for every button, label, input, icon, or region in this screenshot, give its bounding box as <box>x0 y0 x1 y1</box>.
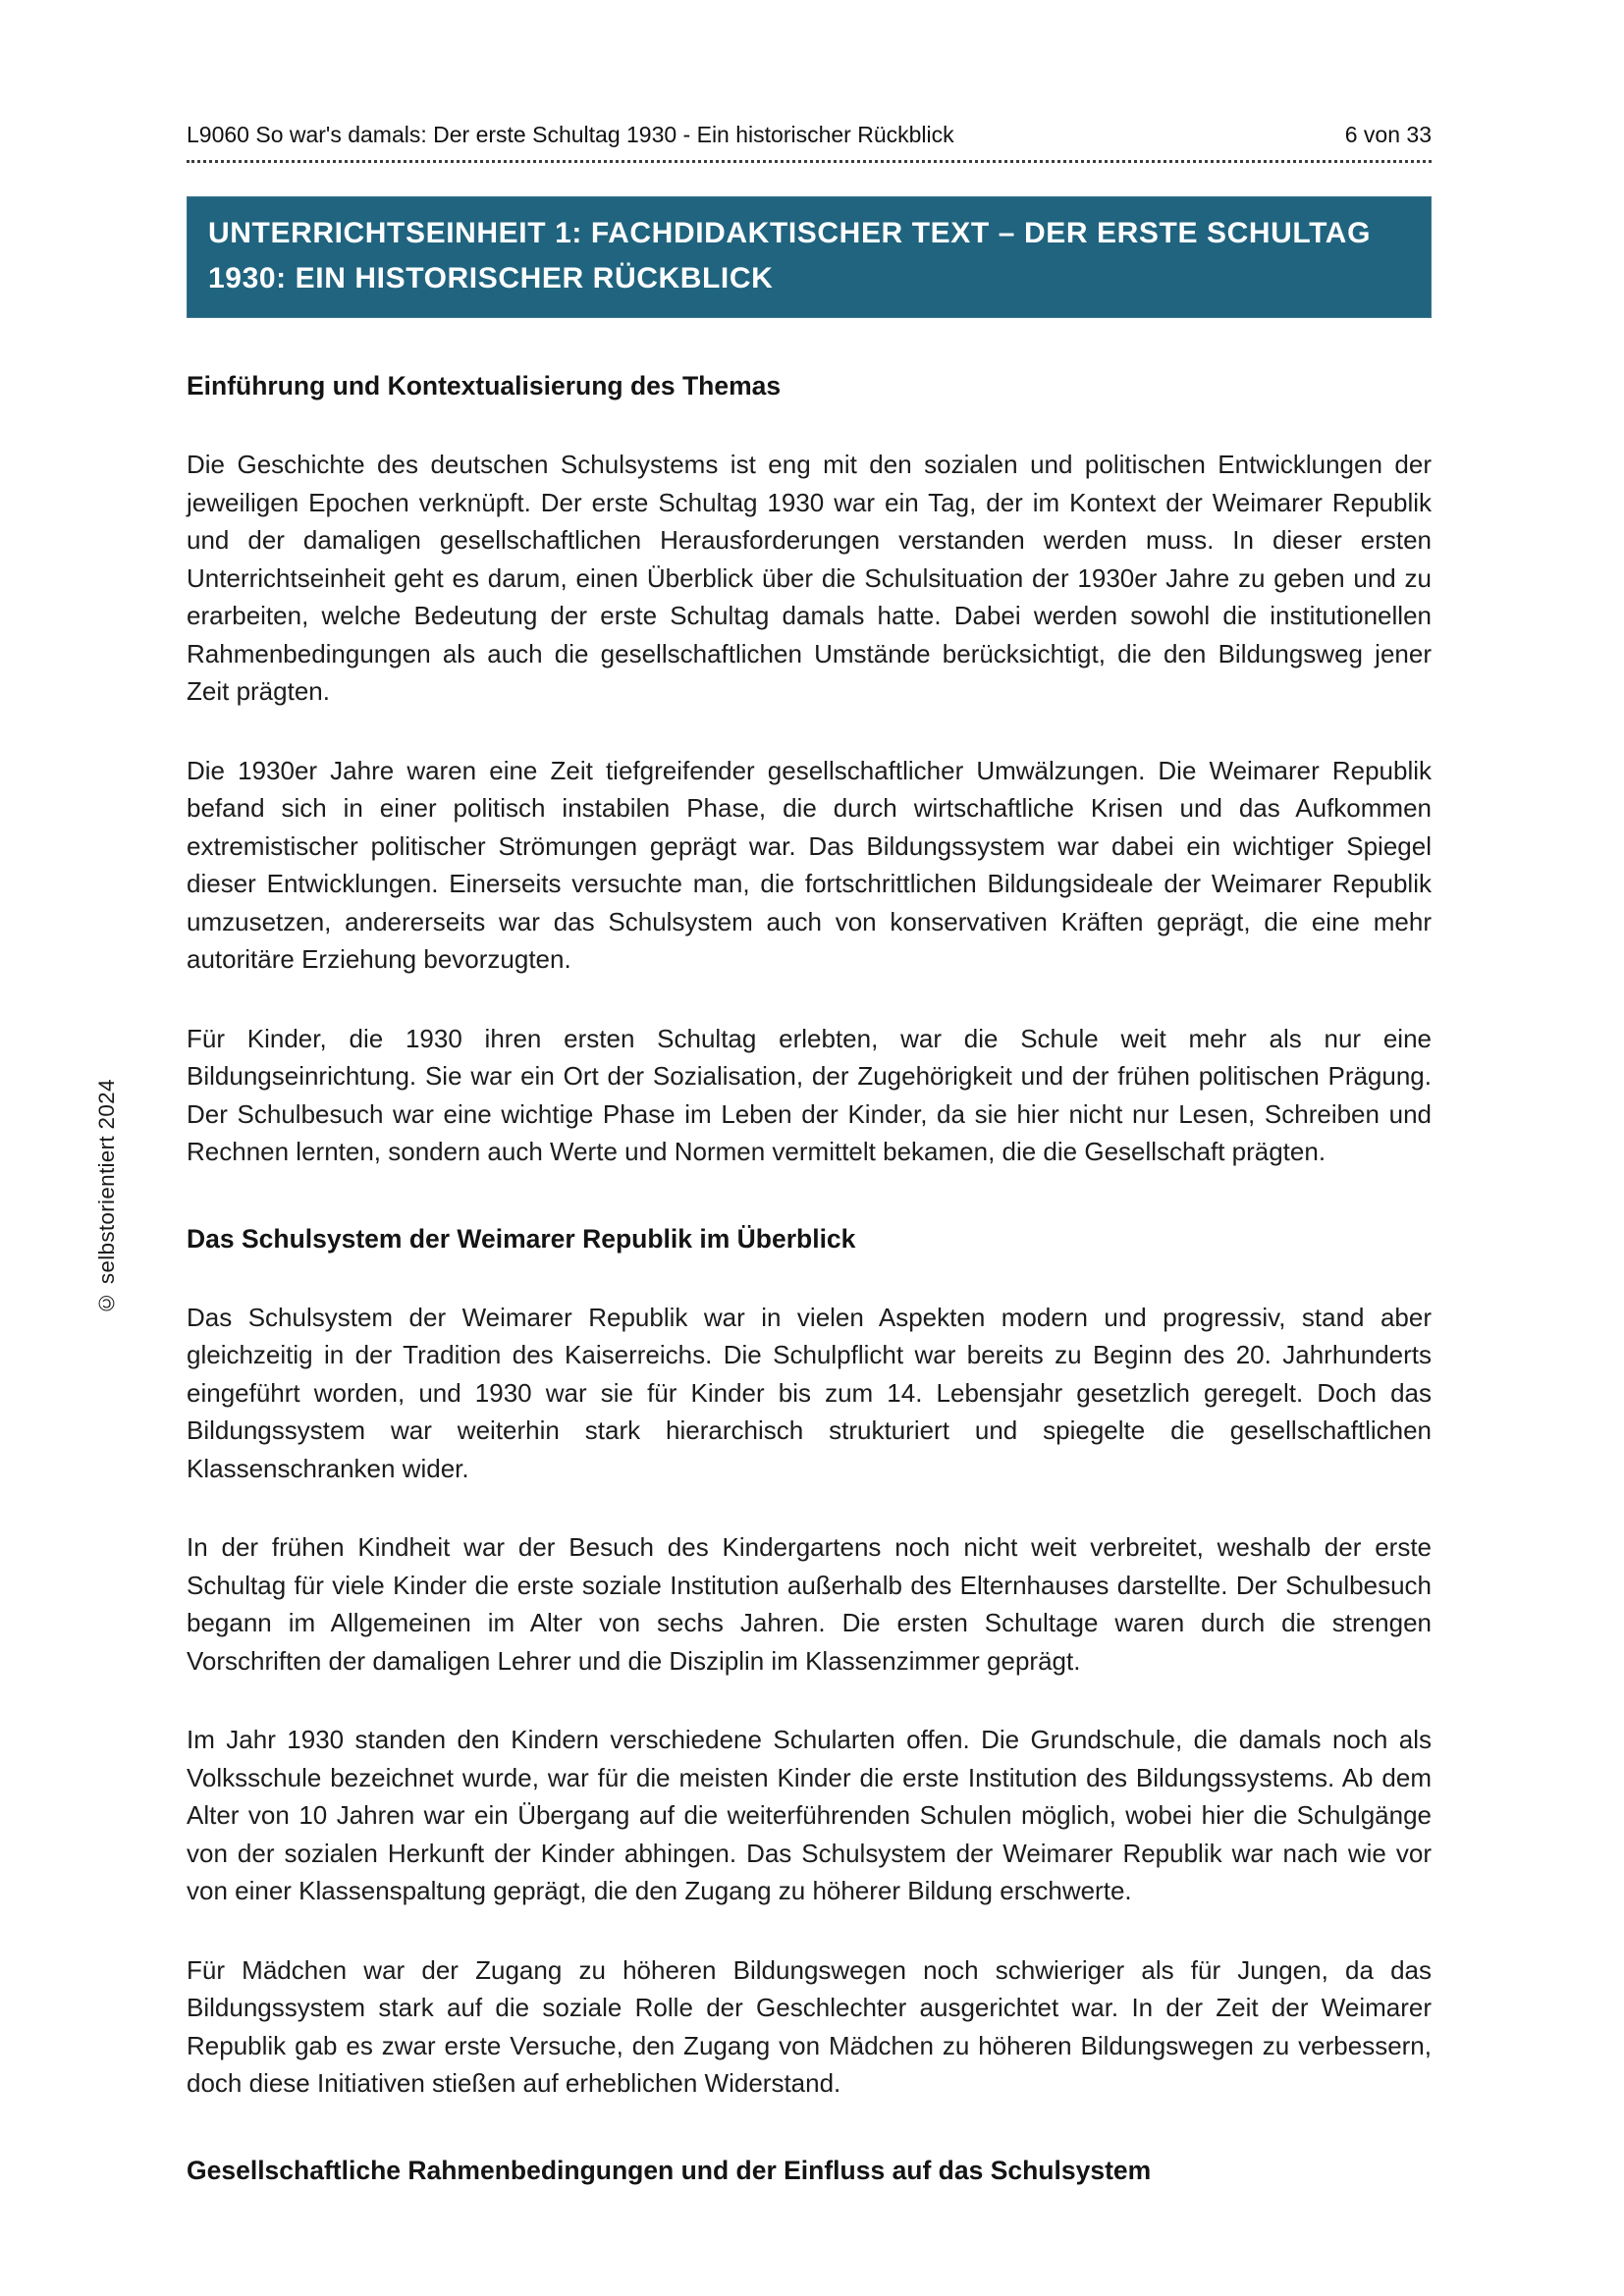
running-header <box>187 122 1432 148</box>
section-heading-einfuehrung: Einführung und Kontextualisierung des Themas <box>187 371 782 400</box>
copyright-note: © selbstorientiert 2024 <box>94 1079 119 1315</box>
paragraph: In der frühen Kindheit war der Besuch des Kindergartens noch nicht weit verbreitet, weshalb der erste Schultag für viele Kinder die erste soziale Institution außerhalb des Elternhauses darstellte. Der Schulbesuch begann im Allgemeinen im Alter von sechs Jahren. Die ersten Schultage waren durch die strengen Vorschriften der damaligen Lehrer und die Disziplin im Klassenzimmer geprägt. <box>187 1532 1432 1676</box>
header-divider <box>187 160 1432 163</box>
unit-title-banner <box>187 196 1432 318</box>
paragraph: Für Kinder, die 1930 ihren ersten Schultag erlebten, war die Schule weit mehr als nur eine Bildungseinrichtung. Sie war ein Ort der Sozialisation, der Zugehörigkeit und der frühen politischen Prägung. Der Schulbesuch war eine wichtige Phase im Leben der Kinder, da sie hier nicht nur Lesen, Schreiben und Rechnen lernten, sondern auch Werte und Normen vermittelt bekamen, die die Gesellschaft prägten. <box>187 1023 1432 1166</box>
page-content <box>187 122 1432 2230</box>
unit-title: UNTERRICHTSEINHEIT 1: FACHDIDAKTISCHER TEXT – DER ERSTE SCHULTAG 1930: EIN HISTORISCHER RÜCKBLICK <box>208 217 1372 294</box>
paragraph: Im Jahr 1930 standen den Kindern verschiedene Schularten offen. Die Grundschule, die damals noch als Volksschule bezeichnet wurde, war für die meisten Kinder die erste Institution des Bildungssystems. Ab dem Alter von 10 Jahren war ein Übergang auf die weiterführenden Schulen möglich, wobei hier die Schulgänge von der sozialen Herkunft der Kinder abhingen. Das Schulsystem der Weimarer Republik war nach wie vor von einer Klassenspaltung geprägt, die den Zugang zu höherer Bildung erschwerte. <box>187 1725 1432 1905</box>
paragraph: Die Geschichte des deutschen Schulsystems ist eng mit den sozialen und politischen Entwicklungen der jeweiligen Epochen verknüpft. Der erste Schultag 1930 war ein Tag, der im Kontext der Weimarer Republik und der damaligen gesellschaftlichen Herausforderungen verstanden werden muss. In dieser ersten Unterrichtseinheit geht es darum, einen Überblick über die Schulsituation der 1930er Jahre zu geben und zu erarbeiten, welche Bedeutung der erste Schultag damals hatte. Dabei werden sowohl die institutionellen Rahmenbedingungen als auch die gesellschaftlichen Umstände berücksichtigt, die den Bildungsweg jener Zeit prägten. <box>187 450 1432 706</box>
paragraph: Für Mädchen war der Zugang zu höheren Bildungswegen noch schwieriger als für Jungen, da das Bildungssystem stark auf die soziale Rolle der Geschlechter ausgerichtet war. In der Zeit der Weimarer Republik gab es zwar erste Versuche, den Zugang von Mädchen zu höheren Bildungswegen zu verbessern, doch diese Initiativen stießen auf erheblichen Widerstand. <box>187 1954 1432 2098</box>
document-header-title: L9060 So war's damals: Der erste Schultag 1930 - Ein historischer Rückblick <box>187 122 954 147</box>
page-indicator: 6 von 33 <box>1344 122 1432 147</box>
paragraph: Das Schulsystem der Weimarer Republik war in vielen Aspekten modern und progressiv, stand aber gleichzeitig in der Tradition des Kaiserreichs. Die Schulpflicht war bereits zu Beginn des 20. Jahrhunderts eingeführt worden, und 1930 war sie für Kinder bis zum 14. Lebensjahr gesetzlich geregelt. Doch das Bildungssystem war weiterhin stark hierarchisch strukturiert und spiegelte die gesellschaftlichen Klassenschranken wider. <box>187 1302 1432 1483</box>
section-heading-rahmenbedingungen: Gesellschaftliche Rahmenbedingungen und der Einfluss auf das Schulsystem <box>187 2155 1152 2185</box>
paragraph: Die 1930er Jahre waren eine Zeit tiefgreifender gesellschaftlicher Umwälzungen. Die Weimarer Republik befand sich in einer politisch instabilen Phase, die durch wirtschaftliche Krisen und das Aufkommen extremistischer politischer Strömungen geprägt war. Das Bildungssystem war dabei ein wichtiger Spiegel dieser Entwicklungen. Einerseits versuchte man, die fortschrittlichen Bildungsideale der Weimarer Republik umzusetzen, andererseits war das Schulsystem auch von konservativen Kräften geprägt, die eine mehr autoritäre Erziehung bevorzugten. <box>187 755 1432 974</box>
body-text <box>187 367 1432 2189</box>
section-heading-schulsystem: Das Schulsystem der Weimarer Republik im Überblick <box>187 1223 856 1254</box>
